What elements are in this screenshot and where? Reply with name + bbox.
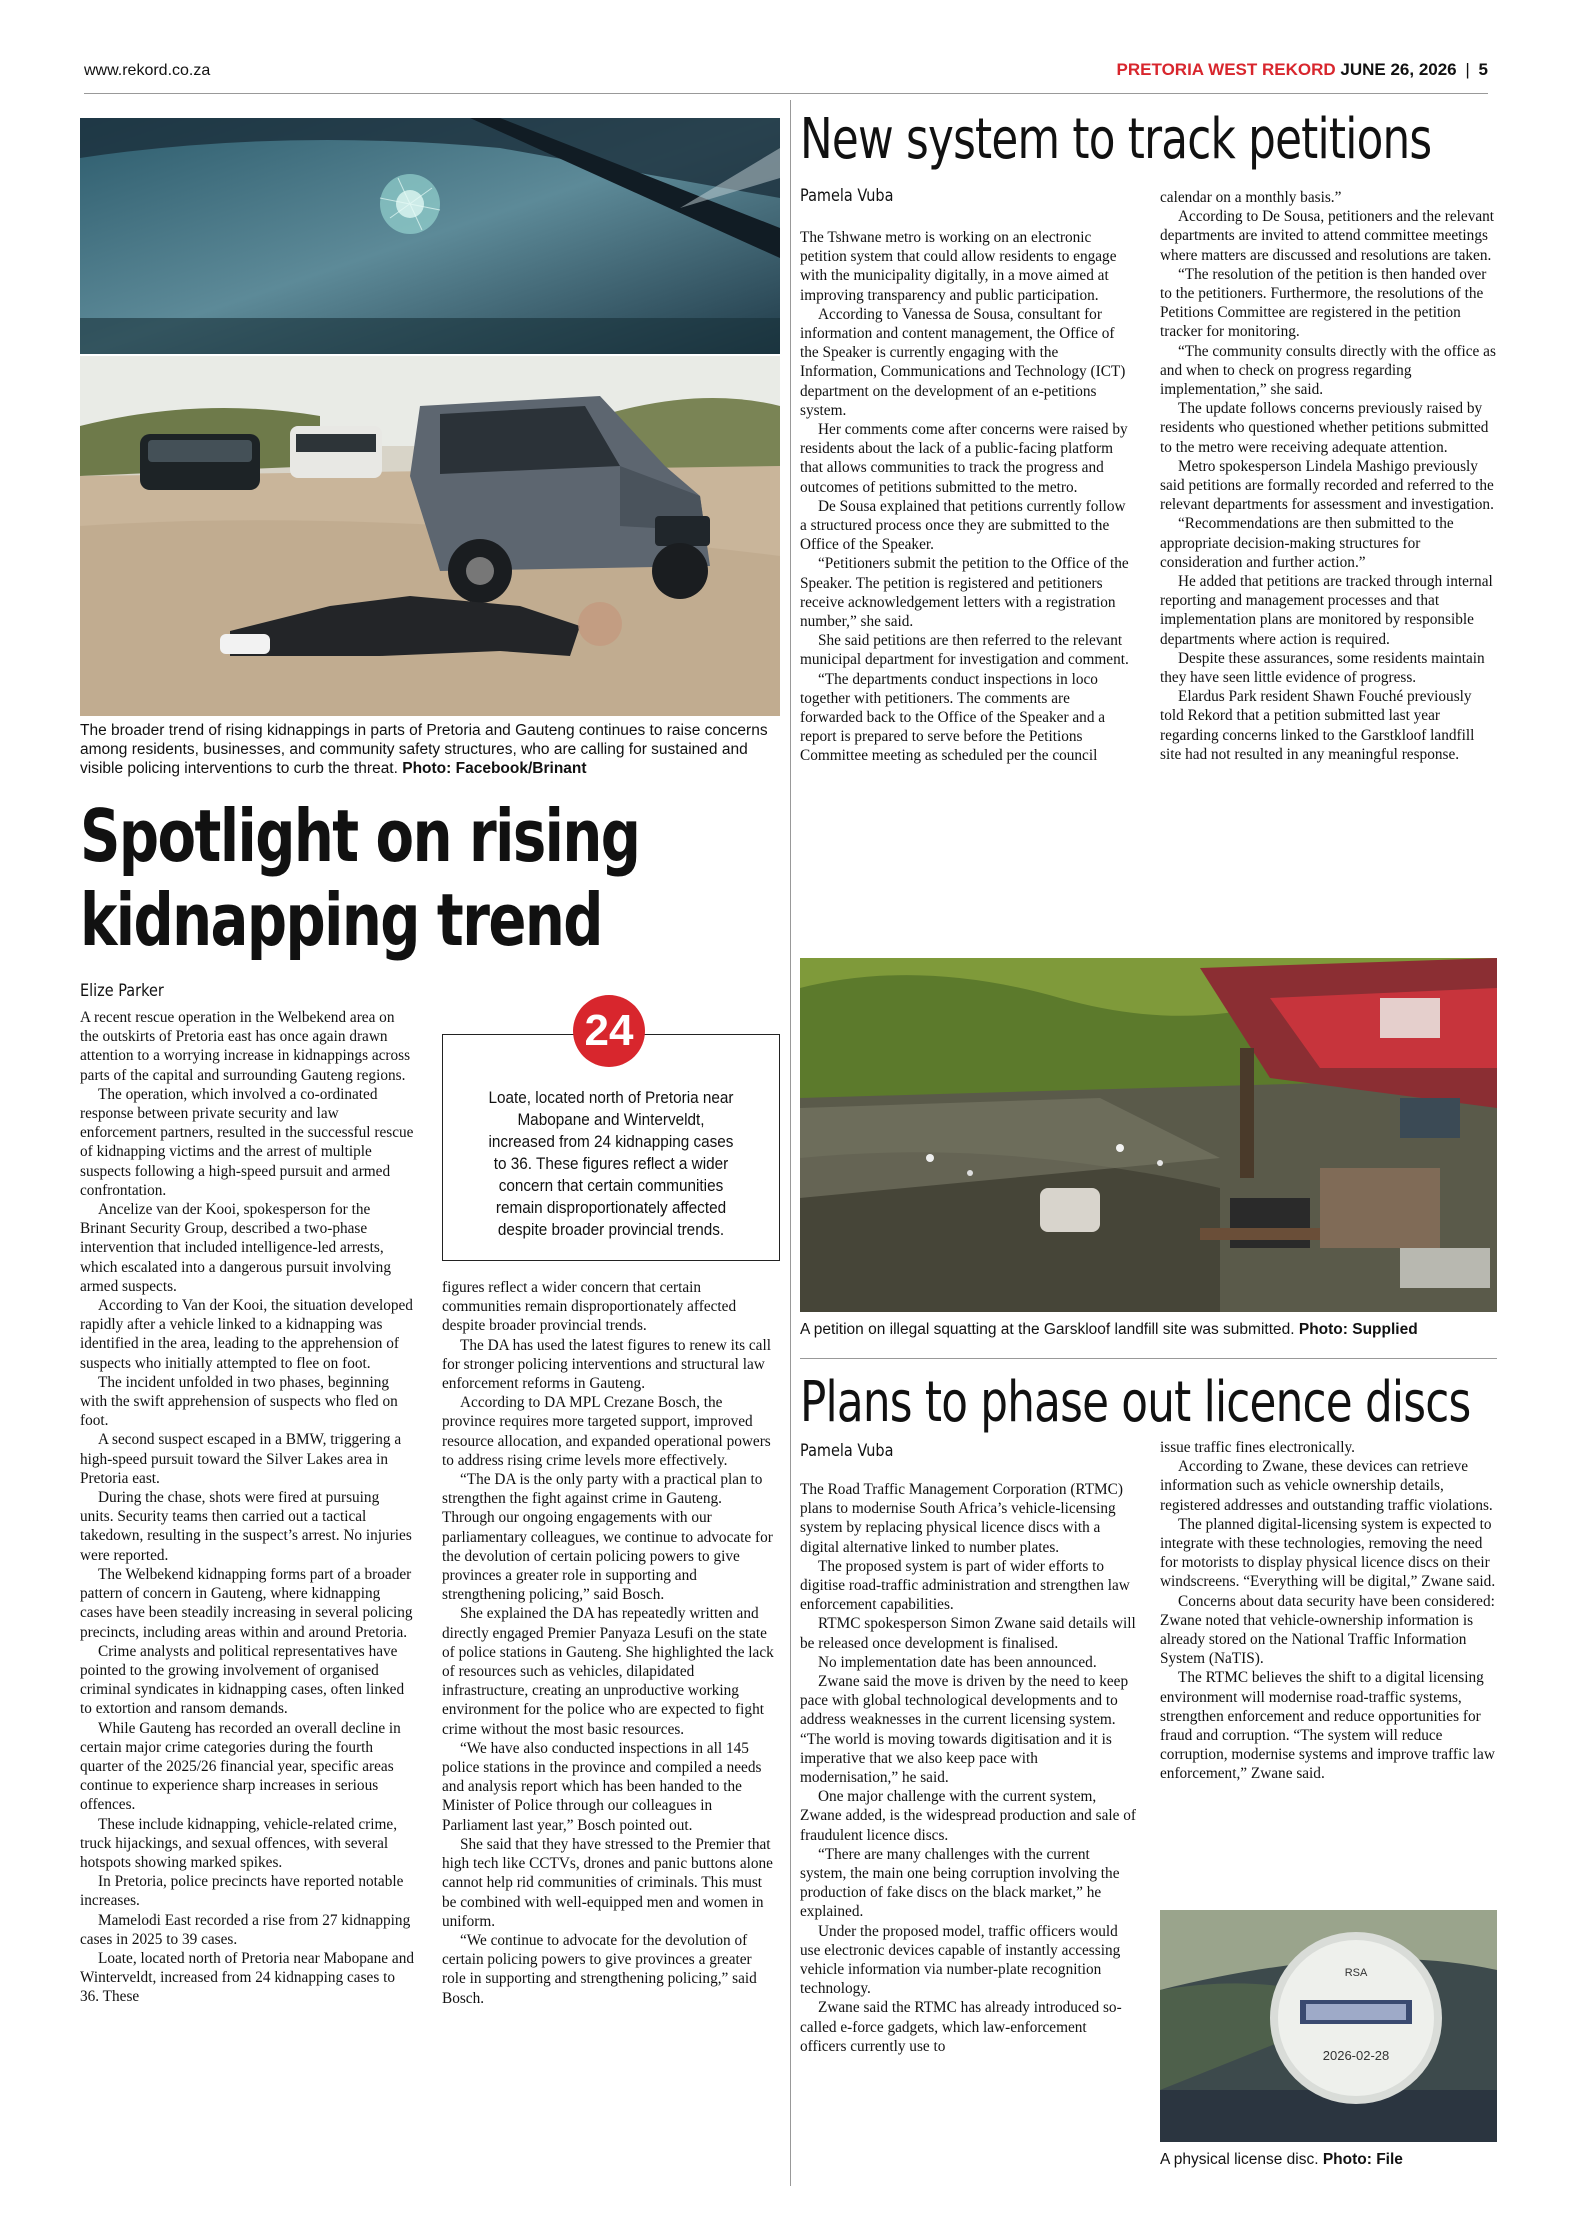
kidnap-byline: Elize Parker bbox=[80, 981, 164, 1001]
landfill-photo bbox=[800, 958, 1497, 1312]
paragraph: Under the proposed model, traffic officers would use electronic devices capable of instantly accessing vehicle information via number-plate recognition technology. bbox=[800, 1922, 1121, 1998]
paragraph: She said that they have stressed to the Premier that high tech like CCTVs, drones and panic buttons alone cannot help rid communities of criminals. This must be combined with well-equipped men and women in uniform. bbox=[442, 1835, 773, 1930]
disc-country-label: RSA bbox=[1344, 1967, 1368, 1979]
petitions-byline: Pamela Vuba bbox=[800, 186, 894, 206]
paragraph: “We have also conducted inspections in all 145 police stations in the province and compiled a needs and analysis report which has been handed to the Minister of Police through our colleagues in Parliament last year,” Bosch pointed out. bbox=[442, 1739, 762, 1834]
paragraph: figures reflect a wider concern that certain communities remain disproportionately affected despite broader provincial trends. bbox=[442, 1279, 737, 1335]
licence-byline: Pamela Vuba bbox=[800, 1441, 894, 1461]
paragraph: “There are many challenges with the current system, the main one being corruption involving the production of fake discs on the black market,” he explained. bbox=[800, 1845, 1120, 1921]
windscreen-photo bbox=[80, 118, 780, 354]
issue-date: JUNE 26, 2026 bbox=[1340, 60, 1457, 79]
petitions-column-2 bbox=[1160, 188, 1496, 764]
kidnap-column-2 bbox=[442, 1278, 778, 2008]
paragraph: Zwane said the move is driven by the need to keep pace with global technological developments and to address weaknesses in the current licensing system. “The world is moving towards digitisation and it is imperative that we also keep pace with modernisation,” he said. bbox=[800, 1673, 1129, 1787]
paragraph: Her comments come after concerns were raised by residents about the lack of a public-facing platform that allows communities to track the progress and outcomes of petitions submitted to the metro. bbox=[800, 421, 1128, 496]
paragraph: These include kidnapping, vehicle-related crime, truck hijackings, and sexual offences, with several hotspots showing marked spikes. bbox=[80, 1815, 398, 1871]
paragraph: “Petitioners submit the petition to the Office of the Speaker. The petition is registered and petitioners receive acknowledgement letters with a registration number,” she said. bbox=[800, 555, 1129, 631]
paragraph: The proposed system is part of wider efforts to digitise road-traffic administration and strengthen law enforcement capabilities. bbox=[800, 1557, 1130, 1614]
paper-name: PRETORIA WEST REKORD bbox=[1116, 60, 1336, 79]
header-rule bbox=[84, 93, 1488, 94]
paragraph: According to Van der Kooi, the situation developed rapidly after a vehicle linked to a kidnapping was identified in the area, leading to the apprehension of suspects who initially attempted to flee on foot. bbox=[80, 1297, 413, 1372]
page-number: 5 bbox=[1478, 60, 1488, 79]
arrest-scene-illustration bbox=[80, 356, 780, 716]
paragraph: The incident unfolded in two phases, beginning with the swift apprehension of suspects who fled on foot. bbox=[80, 1373, 398, 1430]
kidnap-headline-line1: Spotlight on rising bbox=[80, 794, 640, 878]
kidnap-photo-caption bbox=[80, 721, 780, 778]
paragraph: According to Vanessa de Sousa, consultant for information and content management, the Office of the Speaker is currently engaging with the Information, Communications and Technology (ICT) department on the development of an e-petitions system. bbox=[800, 305, 1126, 419]
paragraph: One major challenge with the current system, Zwane added, is the widespread production and sale of fraudulent licence discs. bbox=[800, 1788, 1136, 1844]
paragraph: While Gauteng has recorded an overall decline in certain major crime categories during the fourth quarter of the 2025/26 financial year, specific areas continue to experience sharp increases in serious offences. bbox=[80, 1719, 401, 1814]
paragraph: The RTMC believes the shift to a digital licensing environment will modernise road-traffic systems, strengthen enforcement and reduce opportunities for fraud and corruption. “The system will reduce corruption, modernise systems and improve traffic law enforcement,” Zwane said. bbox=[1160, 1669, 1495, 1783]
paragraph: He added that petitions are tracked through internal reporting and management processes and that implementation plans are monitored by responsible departments where action is required. bbox=[1160, 573, 1493, 648]
caption-credit: Photo: Supplied bbox=[1298, 1321, 1418, 1338]
paragraph: Concerns about data security have been considered: Zwane noted that vehicle-ownership information is already stored on the National Traffic Information System (NaTIS). bbox=[1160, 1592, 1495, 1668]
paragraph: “Recommendations are then submitted to the appropriate decision-making structures for consideration and further action.” bbox=[1160, 515, 1454, 571]
paragraph: During the chase, shots were fired at pursuing units. Security teams then carried out a tactical takedown, resulting in the suspect’s arrest. No injuries were reported. bbox=[80, 1489, 412, 1564]
kidnap-column-1 bbox=[80, 1008, 416, 2007]
licence-disc-photo bbox=[1160, 1910, 1497, 2142]
factbox-number-badge: 24 bbox=[573, 995, 645, 1067]
website-url: www.rekord.co.za bbox=[84, 62, 211, 79]
section-divider bbox=[800, 1358, 1497, 1359]
paragraph: The update follows concerns previously raised by residents who questioned whether petitions submitted to the metro were receiving adequate attention. bbox=[1160, 400, 1489, 456]
windscreen-illustration bbox=[80, 118, 780, 354]
caption-text: A physical license disc. bbox=[1160, 2151, 1319, 2168]
paragraph: According to DA MPL Crezane Bosch, the province requires more targeted support, improved resource allocation, and expanded operational powers to address rising crime levels more effectively. bbox=[442, 1394, 771, 1469]
paragraph: A second suspect escaped in a BMW, triggering a high-speed pursuit toward the Silver Lakes area in Pretoria east. bbox=[80, 1431, 402, 1487]
paragraph: Despite these assurances, some residents maintain they have seen little evidence of progress. bbox=[1160, 649, 1485, 687]
caption-text: A petition on illegal squatting at the Garskloof landfill site was submitted. bbox=[800, 1321, 1295, 1338]
paragraph: “The departments conduct inspections in loco together with petitioners. The comments are forwarded back to the Office of the Speaker and a report is prepared to serve before the Petitions Committee meeting as scheduled per the council bbox=[800, 670, 1106, 765]
paragraph: In Pretoria, police precincts have reported notable increases. bbox=[80, 1873, 404, 1910]
factbox-text: Loate, located north of Pretoria near Mabopane and Winterveldt, increased from 24 kidnapping cases to 36. These figures reflect a wider concern that certain communities remain disproportionately affected despite broader provincial trends. bbox=[488, 1088, 734, 1239]
kidnap-factbox bbox=[442, 1034, 780, 1261]
paragraph: She said petitions are then referred to the relevant municipal department for investigation and comment. bbox=[800, 632, 1129, 669]
paragraph: The DA has used the latest figures to renew its call for stronger policing interventions and structural law enforcement reforms in Gauteng. bbox=[442, 1336, 771, 1393]
landfill-photo-caption bbox=[800, 1320, 1497, 1339]
paragraph: De Sousa explained that petitions currently follow a structured process once they are submitted to the Office of the Speaker. bbox=[800, 497, 1126, 554]
paragraph: The Road Traffic Management Corporation (RTMC) plans to modernise South Africa’s vehicle-licensing system by replacing physical licence discs with a digital alternative linked to number plates. bbox=[800, 1481, 1123, 1556]
paragraph: No implementation date has been announced. bbox=[818, 1653, 1097, 1671]
paragraph: “The DA is the only party with a practical plan to strengthen the fight against crime in Gauteng. Through our ongoing engagements with our parliamentary colleagues, we continue to advocate for the devolution of certain policing powers to give provinces a greater role in supporting and strengthening policing,” said Bosch. bbox=[442, 1471, 773, 1604]
disc-expiry-date: 2026-02-28 bbox=[1322, 2048, 1390, 2063]
paragraph: “The community consults directly with the office as and when to check on progress regarding implementation,” she said. bbox=[1160, 342, 1496, 399]
licence-column-2 bbox=[1160, 1438, 1496, 1784]
caption-credit: Photo: Facebook/Brinant bbox=[402, 760, 587, 777]
paragraph: The Welbekend kidnapping forms part of a broader pattern of concern in Gauteng, where kidnapping cases have been steadily increasing in several policing precincts, including areas within and around Pretoria. bbox=[80, 1565, 413, 1641]
petitions-column-1 bbox=[800, 228, 1130, 766]
landfill-illustration bbox=[800, 958, 1497, 1312]
kidnap-headline-line2: kidnapping trend bbox=[80, 878, 602, 962]
paragraph: The Tshwane metro is working on an electronic petition system that could allow residents to engage with the municipality digitally, in a move aimed at improving transparency and public participation. bbox=[800, 229, 1117, 304]
licence-photo-caption bbox=[1160, 2150, 1497, 2169]
paragraph: She explained the DA has repeatedly written and directly engaged Premier Panyaza Lesufi on the state of police stations in Gauteng. She highlighted the lack of resources such as vehicles, dilapidated infrastructure, creating an unproductive working environment for the police who are expected to fight crime without the most basic resources. bbox=[442, 1605, 774, 1738]
licence-headline: Plans to phase out licence discs bbox=[800, 1370, 1471, 1435]
paragraph: “We continue to advocate for the devolution of certain policing powers to give provinces a greater role in supporting and strengthening policing,” said Bosch. bbox=[442, 1931, 757, 2007]
paragraph: Crime analysts and political representatives have pointed to the growing involvement of organised criminal syndicates in kidnapping cases, often linked to extortion and ransom demands. bbox=[80, 1642, 405, 1718]
column-divider bbox=[790, 100, 791, 2186]
licence-disc-illustration bbox=[1160, 1910, 1497, 2142]
paragraph: Zwane said the RTMC has already introduced so-called e-force gadgets, which law-enforcement officers currently use to bbox=[800, 1999, 1122, 2055]
petitions-headline: New system to track petitions bbox=[800, 107, 1432, 172]
arrest-scene-photo bbox=[80, 356, 780, 716]
publication-info bbox=[1117, 60, 1488, 80]
caption-text: The broader trend of rising kidnappings in parts of Pretoria and Gauteng continues to raise concerns among residents, businesses, and community safety structures, who are calling for sustained and visible policing interventions to curb the threat. bbox=[80, 722, 768, 777]
paragraph: The planned digital-licensing system is expected to integrate with these technologies, removing the need for motorists to display physical licence discs on their windscreens. “Everything will be digital,” Zwane said. bbox=[1160, 1515, 1496, 1591]
header-separator: | bbox=[1465, 60, 1470, 79]
paragraph: According to Zwane, these devices can retrieve information such as vehicle ownership details, registered addresses and outstanding traffic violations. bbox=[1160, 1458, 1493, 1514]
licence-column-1 bbox=[800, 1480, 1136, 2056]
paragraph: Mamelodi East recorded a rise from 27 kidnapping cases in 2025 to 39 cases. bbox=[80, 1911, 411, 1948]
caption-credit: Photo: File bbox=[1322, 2151, 1403, 2168]
paragraph: According to De Sousa, petitioners and the relevant departments are invited to attend committee meetings where matters are discussed and resolutions are taken. bbox=[1160, 208, 1495, 264]
paragraph: issue traffic fines electronically. bbox=[1160, 1439, 1355, 1456]
paragraph: Ancelize van der Kooi, spokesperson for the Brinant Security Group, described a two-phase intervention that included intelligence-led arrests, which escalated into a dangerous pursuit involving armed suspects. bbox=[80, 1201, 391, 1295]
paragraph: “The resolution of the petition is then handed over to the petitioners. Furthermore, the resolutions of the Petitions Committee are registered in the petition tracker for monitoring. bbox=[1160, 265, 1487, 341]
paragraph: Elardus Park resident Shawn Fouché previously told Rekord that a petition submitted last year regarding concerns linked to the Garstkloof landfill site had not resulted in any meaningful response. bbox=[1160, 688, 1475, 763]
paragraph: Loate, located north of Pretoria near Mabopane and Winterveldt, increased from 24 kidnapping cases to 36. These bbox=[80, 1949, 415, 2006]
paragraph: RTMC spokesperson Simon Zwane said details will be released once development is finalised. bbox=[800, 1615, 1136, 1652]
paragraph: calendar on a monthly basis.” bbox=[1160, 189, 1342, 206]
paragraph: The operation, which involved a co-ordinated response between private security and law enforcement partners, resulted in the successful rescue of kidnapping victims and the arrest of multiple suspects following a high-speed pursuit and armed confrontation. bbox=[80, 1085, 414, 1199]
paragraph: A recent rescue operation in the Welbekend area on the outskirts of Pretoria east has once again drawn attention to a worrying increase in kidnappings across parts of the capital and surrounding Gauteng regions. bbox=[80, 1009, 411, 1084]
paragraph: Metro spokesperson Lindela Mashigo previously said petitions are formally recorded and referred to the relevant departments for assessment and investigation. bbox=[1160, 457, 1494, 514]
